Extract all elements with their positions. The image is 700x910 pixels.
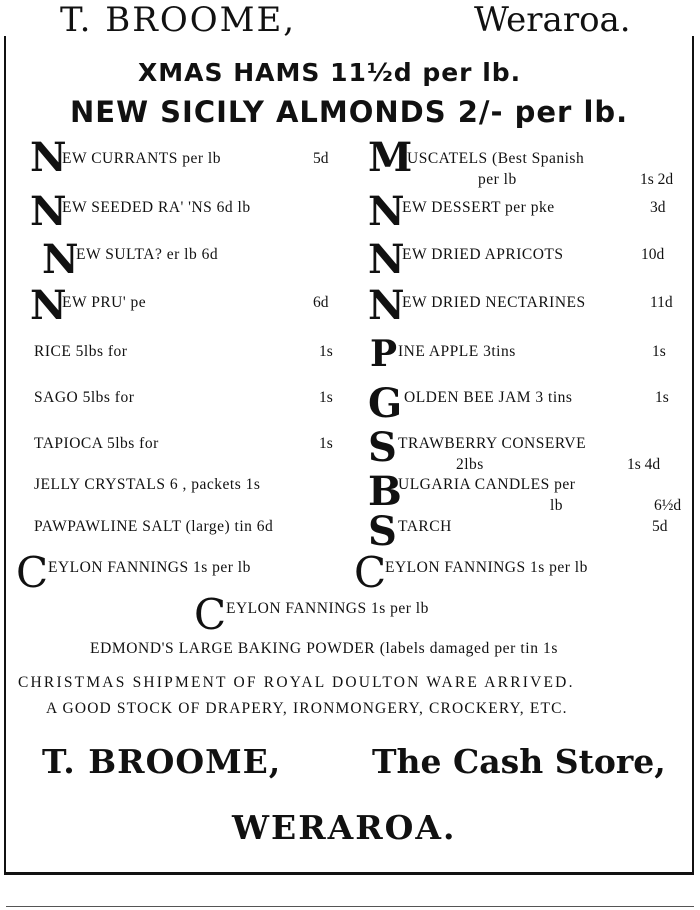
item-price: 10d xyxy=(641,246,665,263)
drop-cap: C xyxy=(354,548,387,597)
item-price: 1s xyxy=(652,343,666,360)
item-text: INE APPLE 3tins xyxy=(398,343,516,360)
notice-baking-powder: EDMOND'S LARGE BAKING POWDER (labels damaged per tin 1s xyxy=(90,640,559,657)
item-price: 1s 4d xyxy=(627,456,661,473)
item-price: 1s 2d xyxy=(640,171,674,188)
drop-cap: N xyxy=(368,236,405,283)
drop-cap: S xyxy=(368,508,397,555)
item-text: EW CURRANTS per lb xyxy=(62,150,221,167)
item-text: OLDEN BEE JAM 3 tins xyxy=(404,389,573,406)
item-unit: lb xyxy=(550,497,564,514)
drop-cap: N xyxy=(368,282,405,329)
item-text: RICE 5lbs for xyxy=(34,343,128,360)
drop-cap: N xyxy=(42,236,79,283)
item-text: JELLY CRYSTALS 6 , packets 1s xyxy=(34,476,261,493)
drop-cap: G xyxy=(368,380,403,427)
item-price: 11d xyxy=(650,294,673,311)
item-text: USCATELS (Best Spanish xyxy=(407,150,585,167)
item-text: EYLON FANNINGS 1s per lb xyxy=(48,559,251,576)
item-unit: per lb xyxy=(478,171,517,188)
item-price: 1s xyxy=(319,343,333,360)
banner-xmas-hams: XMAS HAMS 11½d per lb. xyxy=(138,58,522,87)
item-text: EW DRIED APRICOTS xyxy=(402,246,564,263)
drop-cap: C xyxy=(16,548,49,597)
banner-sicily-almonds: NEW SICILY ALMONDS 2/- per lb. xyxy=(70,95,629,129)
item-price: 3d xyxy=(650,199,666,216)
item-text: EW DRIED NECTARINES xyxy=(402,294,586,311)
item-text: SAGO 5lbs for xyxy=(34,389,135,406)
drop-cap: C xyxy=(194,590,227,639)
footer-town: WERAROA. xyxy=(232,808,457,847)
drop-cap: S xyxy=(368,424,397,471)
item-price: 1s xyxy=(319,435,333,452)
item-price: 1s xyxy=(655,389,669,406)
item-price: 5d xyxy=(313,150,329,167)
header-town: Weraroa. xyxy=(474,0,631,40)
drop-cap: M xyxy=(368,134,413,181)
item-text: EW PRU' pe xyxy=(62,294,147,311)
notice-royal-doulton: CHRISTMAS SHIPMENT OF ROYAL DOULTON WARE ARRIVED. xyxy=(18,674,575,691)
item-text: TAPIOCA 5lbs for xyxy=(34,435,159,452)
item-text: TARCH xyxy=(398,518,452,535)
item-text: EW DESSERT per pke xyxy=(402,199,555,216)
item-text: EW SEEDED RA' 'NS 6d lb xyxy=(62,199,251,216)
drop-cap: N xyxy=(30,188,67,235)
footer-cash-store: The Cash Store, xyxy=(372,742,666,781)
item-text: ULGARIA CANDLES per xyxy=(398,476,576,493)
item-text: TRAWBERRY CONSERVE xyxy=(398,435,587,452)
item-price: 1s xyxy=(319,389,333,406)
page-rule xyxy=(6,906,694,907)
item-text: EYLON FANNINGS 1s per lb xyxy=(226,600,429,617)
header-store-name: T. BROOME, xyxy=(60,0,297,40)
drop-cap: P xyxy=(370,333,398,375)
notice-good-stock: A GOOD STOCK OF DRAPERY, IRONMONGERY, CROCKERY, ETC. xyxy=(46,700,568,717)
item-price: 6d xyxy=(313,294,329,311)
drop-cap: N xyxy=(30,282,67,329)
drop-cap: B xyxy=(368,468,402,515)
drop-cap: N xyxy=(368,188,405,235)
item-price: 5d xyxy=(652,518,668,535)
item-text: EYLON FANNINGS 1s per lb xyxy=(385,559,588,576)
footer-store-name: T. BROOME, xyxy=(42,742,282,781)
item-unit: 2lbs xyxy=(456,456,484,473)
item-text: PAWPAWLINE SALT (large) tin 6d xyxy=(34,518,274,535)
drop-cap: N xyxy=(30,134,67,181)
item-price: 6½d xyxy=(654,497,682,514)
item-text: EW SULTA? er lb 6d xyxy=(76,246,219,263)
